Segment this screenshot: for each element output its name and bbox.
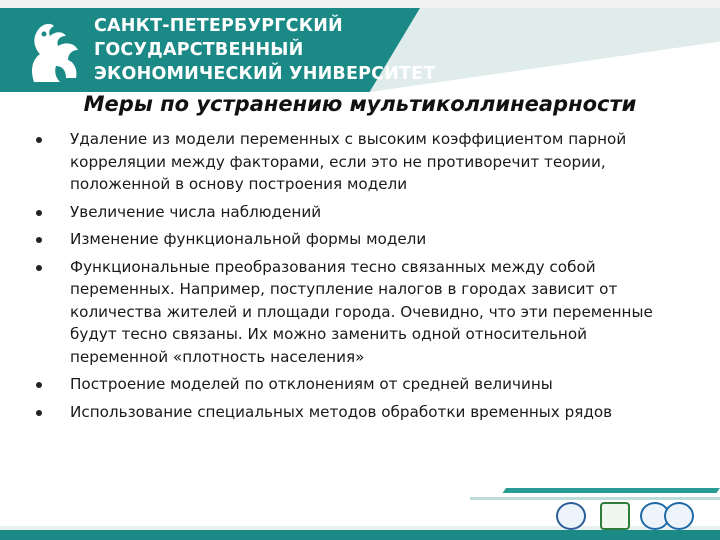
griffin-icon xyxy=(20,12,86,86)
university-line-2: ГОСУДАРСТВЕННЫЙ xyxy=(94,40,304,60)
top-line xyxy=(0,0,720,8)
bullet-item xyxy=(36,373,676,396)
bullet-item xyxy=(36,401,676,424)
bullet-text: Функциональные преобразования тесно связанных между собой переменных. Например, поступление налогов в городах зависит от количества жителей и площади города. Очевидно, что эти переменные будут тесно связаны. Их можно заменить одной относительной переменной «плотность населения» xyxy=(70,257,653,366)
bullet-dot xyxy=(36,265,42,271)
bullet-text: Изменение функциональной формы модели xyxy=(70,230,427,248)
bullet-list xyxy=(36,128,676,428)
bullet-dot xyxy=(36,210,42,216)
bullet-text: Увеличение числа наблюдений xyxy=(70,202,322,221)
footer-stripe-light xyxy=(470,497,720,500)
bullet-dot xyxy=(36,410,42,416)
university-name xyxy=(94,14,436,86)
bullet-dot xyxy=(36,237,42,243)
university-line-1: САНКТ-ПЕТЕРБУРГСКИЙ xyxy=(94,16,343,36)
bullet-text: Удаление из модели переменных с высоким коэффициентом парной корреляции между факторами, если это не противоречит теории, положенной в основу построения модели xyxy=(70,130,627,193)
bullet-item xyxy=(36,228,676,251)
footer-stripe xyxy=(502,488,720,493)
university-line-3: ЭКОНОМИЧЕСКИЙ УНИВЕРСИТЕТ xyxy=(94,64,436,84)
footer-band xyxy=(0,530,720,540)
award-badge-2-icon xyxy=(600,502,630,530)
slide-title: Меры по устранению мультиколлинеарности xyxy=(83,92,637,116)
bullet-item xyxy=(36,128,676,196)
award-badge-1-icon xyxy=(556,502,586,530)
bullet-dot xyxy=(36,137,42,143)
award-badge-4-icon xyxy=(664,502,694,530)
bullet-dot xyxy=(36,382,42,388)
bullet-item xyxy=(36,201,676,224)
bullet-item xyxy=(36,256,676,369)
bullet-text: Построение моделей по отклонениям от средней величины xyxy=(70,375,553,393)
bullet-text: Использование специальных методов обработки временных рядов xyxy=(70,402,613,421)
